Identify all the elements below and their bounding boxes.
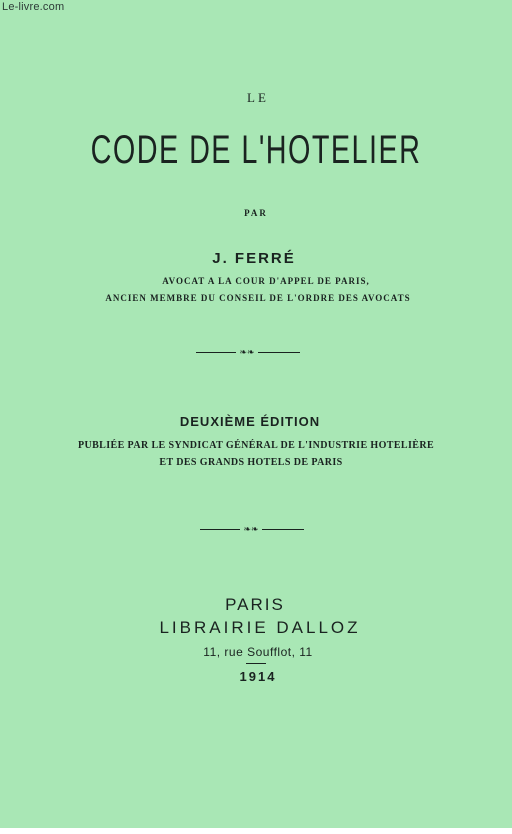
publication-year: 1914	[239, 669, 277, 684]
publisher-name: LIBRAIRIE DALLOZ	[159, 618, 361, 637]
by-label: PAR	[244, 208, 268, 218]
publication-note: ET DES GRANDS HOTELS DE PARIS	[159, 457, 343, 468]
edition-label: DEUXIÈME ÉDITION	[179, 414, 321, 429]
author-name: J. FERRÉ	[212, 250, 296, 267]
title-article: LE	[247, 90, 269, 105]
ornament-divider	[196, 349, 300, 357]
watermark: Le-livre.com	[2, 1, 65, 13]
publication-note: PUBLIÉE PAR LE SYNDICAT GÉNÉRAL DE L'INDUSTRIE HOTELIÈRE	[77, 440, 435, 451]
book-title: CODE DE L'HOTELIER	[90, 128, 422, 172]
author-credential: ANCIEN MEMBRE DU CONSEIL DE L'ORDRE DES AVOCATS	[105, 293, 411, 303]
short-rule	[246, 663, 266, 664]
ornament-knot-icon: ❧❧	[240, 526, 262, 533]
publisher-address: 11, rue Soufflot, 11	[203, 645, 313, 659]
ornament-knot-icon: ❧❧	[236, 349, 258, 356]
author-credential: AVOCAT A LA COUR D'APPEL DE PARIS,	[162, 276, 370, 286]
ornament-divider	[200, 526, 304, 534]
page-edge	[0, 828, 512, 834]
publisher-city: PARIS	[225, 595, 285, 614]
